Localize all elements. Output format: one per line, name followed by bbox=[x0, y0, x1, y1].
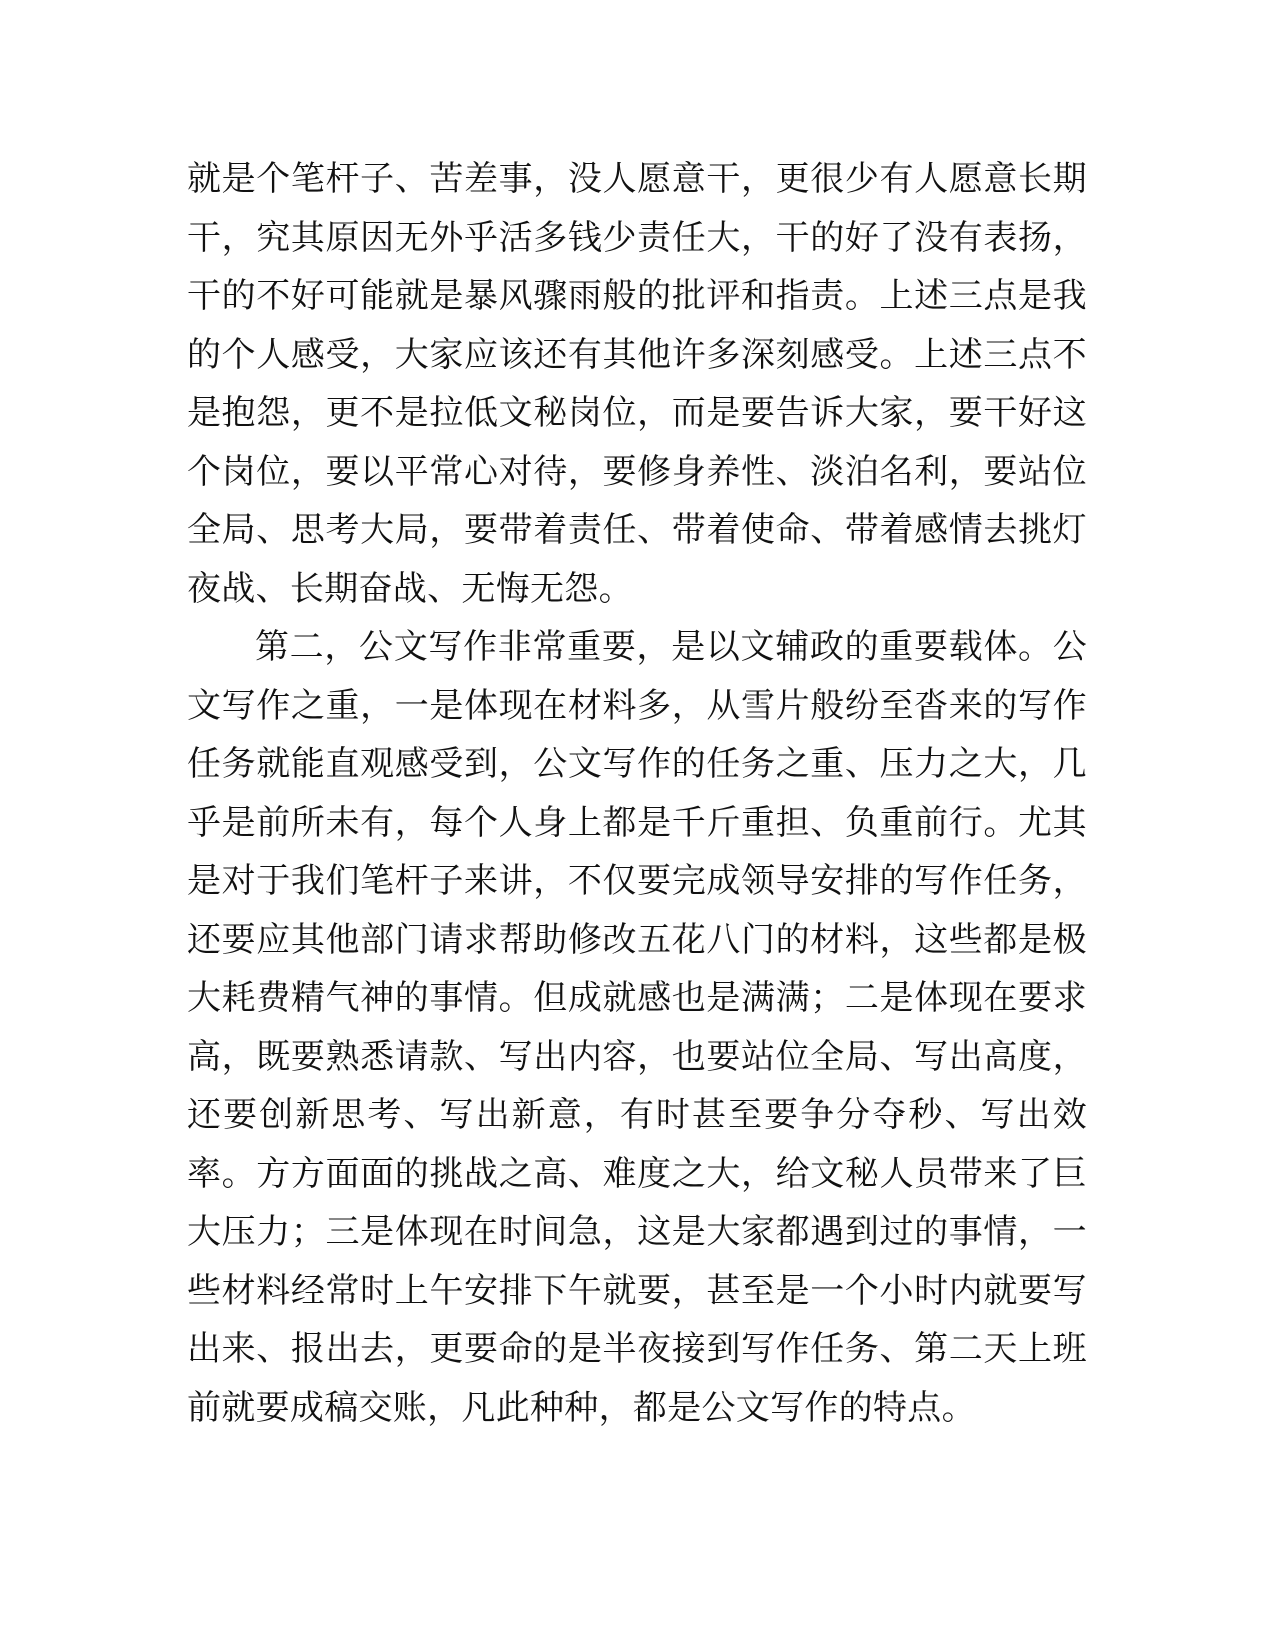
body-text bbox=[187, 150, 1087, 1437]
paragraph-1: 就是个笔杆子、苦差事，没人愿意干，更很少有人愿意长期干，究其原因无外乎活多钱少责任大，干的好了没有表扬，干的不好可能就是暴风骤雨般的批评和指责。上述三点是我的个人感受，大家应该还有其他许多深刻感受。上述三点不是抱怨，更不是拉低文秘岗位，而是要告诉大家，要干好这个岗位，要以平常心对待，要修身养性、淡泊名利，要站位全局、思考大局，要带着责任、带着使命、带着感情去挑灯夜战、长期奋战、无悔无怨。 bbox=[187, 159, 1087, 609]
paragraph-2: 第二，公文写作非常重要，是以文辅政的重要载体。公文写作之重，一是体现在材料多，从雪片般纷至沓来的写作任务就能直观感受到，公文写作的任务之重、压力之大，几乎是前所未有，每个人身上都是千斤重担、负重前行。尤其是对于我们笔杆子来讲，不仅要完成领导安排的写作任务，还要应其他部门请求帮助修改五花八门的材料，这些都是极大耗费精气神的事情。但成就感也是满满；二是体现在要求高，既要熟悉请款、写出内容，也要站位全局、写出高度，还要创新思考、写出新意，有时甚至要争分夺秒、写出效率。方方面面的挑战之高、难度之大，给文秘人员带来了巨大压力；三是体现在时间急，这是大家都遇到过的事情，一些材料经常时上午安排下午就要，甚至是一个小时内就要写出来、报出去，更要命的是半夜接到写作任务、第二天上班前就要成稿交账，凡此种种，都是公文写作的特点。 bbox=[187, 627, 1087, 1428]
